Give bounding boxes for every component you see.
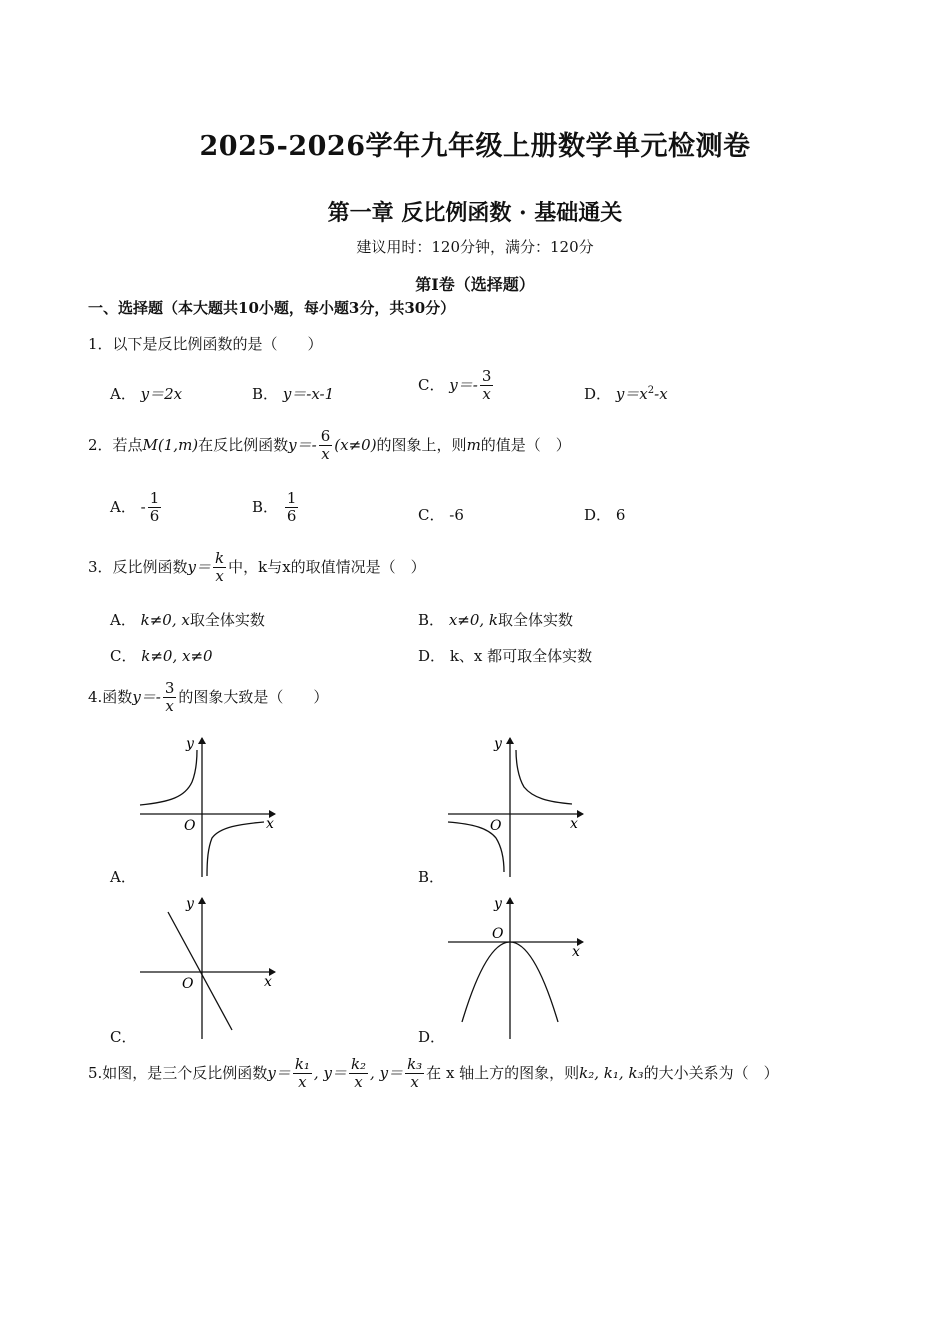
question-3-stem: [88, 550, 426, 586]
q2-pre: 2．若点: [88, 435, 143, 454]
q1-option-a-expr: y＝2x: [140, 385, 183, 403]
q2-option-b-num: 1: [286, 489, 297, 507]
q1-option-d-lhs: y＝x: [615, 385, 648, 403]
q2-fraction: [319, 428, 333, 464]
q1-option-c-fraction: [480, 368, 494, 404]
q1-option-a: [110, 383, 182, 404]
q1-option-b-label: B．: [252, 385, 279, 403]
q4-option-a-label: A．: [110, 868, 136, 886]
q2-mid: 在反比例函数: [198, 435, 289, 454]
q2-option-a-fraction: [148, 490, 162, 526]
q1-option-d-rhs: -x: [654, 385, 668, 403]
q2-option-d-value: 6: [615, 506, 626, 524]
curve-branch-upper-right: [516, 750, 572, 804]
time-score-info: 建议用时：120分钟，满分：120分: [356, 238, 594, 256]
q4-graph-a[interactable]: [130, 732, 290, 880]
q5-f1-fraction: [293, 1056, 312, 1092]
question-4-stem: [88, 680, 328, 716]
x-axis-label: x: [572, 944, 580, 960]
q4-option-b-label: B．: [418, 868, 445, 886]
q5-post: 的大小关系为（ ）: [643, 1063, 779, 1082]
volume-heading: 第Ⅰ卷（选择题）: [415, 275, 535, 294]
q2-den: x: [321, 445, 330, 464]
q5-f1-den: x: [298, 1073, 307, 1092]
origin-label: O: [184, 818, 196, 834]
page-title: 2025-2026学年九年级上册数学单元检测卷: [199, 131, 751, 162]
origin-label: O: [492, 926, 504, 942]
q4-option-d-label: D．: [418, 1028, 446, 1046]
q2-option-c-value: -6: [449, 506, 464, 524]
q3-option-d-label: D．: [418, 647, 446, 665]
q2-option-b-den: 6: [286, 507, 297, 526]
q3-option-c: [110, 645, 213, 666]
q5-f3-num: k₃: [407, 1055, 423, 1073]
q4-lhs: y＝-: [132, 687, 161, 706]
q2-var: m: [466, 435, 481, 454]
y-axis-label: y: [186, 896, 194, 912]
line-through-origin: [168, 912, 232, 1030]
q3-fraction: [213, 550, 226, 586]
section-heading: 一、选择题（本大题共10小题，每小题3分，共30分）: [88, 299, 456, 317]
q1-option-c: [418, 368, 495, 404]
q5-pre: 5.如图，是三个反比例函数: [88, 1063, 268, 1082]
q5-f1-num: k₁: [294, 1055, 310, 1073]
q1-option-b: [252, 383, 334, 404]
q3-num: k: [215, 549, 225, 567]
q1-option-c-label: C．: [418, 375, 445, 394]
q4-pre: 4.函数: [88, 687, 133, 706]
y-axis-label: y: [494, 896, 502, 912]
q2-point: M(1,m): [142, 435, 199, 454]
q5-ks: k₂, k₁, k₃: [579, 1063, 644, 1082]
q2-option-b-label: B．: [252, 497, 279, 516]
q4-graph-c[interactable]: [130, 892, 290, 1042]
q3-option-c-label: C．: [110, 647, 137, 665]
q1-option-b-expr: y＝-x-1: [282, 385, 335, 403]
curve-branch-lower-right: [207, 822, 264, 876]
q5-f3-den: x: [410, 1073, 419, 1092]
q1-option-d: [584, 383, 668, 404]
q3-option-b: [418, 609, 573, 630]
q2-lhs: y＝-: [288, 435, 317, 454]
q2-option-a-sign: -: [140, 497, 146, 516]
q3-option-d-text: k、x 都可取全体实数: [449, 647, 593, 665]
question-5-stem: [88, 1056, 779, 1092]
q4-num: 3: [164, 679, 175, 697]
q5-f3-fraction: [405, 1056, 424, 1092]
q3-option-c-math: k≠0, x≠0: [141, 647, 213, 665]
y-axis-label: y: [494, 736, 502, 752]
chapter-subtitle: 第一章 反比例函数 · 基础通关: [327, 200, 623, 226]
q4-graph-d[interactable]: [438, 892, 598, 1042]
x-axis-label: x: [264, 974, 272, 990]
q2-post1: 的图象上，则: [376, 435, 467, 454]
q4-graph-b[interactable]: [438, 732, 598, 880]
q2-option-c: [418, 504, 464, 525]
q4-option-c-label: C．: [110, 1028, 137, 1046]
q1-option-c-den: x: [482, 385, 491, 404]
curve-branch-upper-left: [140, 750, 197, 805]
q4-fraction: [163, 680, 177, 716]
q4-post: 的图象大致是（ ）: [178, 687, 329, 706]
q3-option-a-label: A．: [110, 611, 136, 629]
q2-num: 6: [320, 427, 331, 445]
q2-option-a-den: 6: [149, 507, 160, 526]
q2-option-b: [252, 490, 300, 526]
q5-f3-lhs: , y＝: [370, 1063, 404, 1082]
q3-option-b-math: x≠0, k: [448, 611, 499, 629]
x-axis-label: x: [570, 816, 578, 832]
q5-f2-fraction: [349, 1056, 368, 1092]
origin-label: O: [182, 976, 194, 992]
q1-option-c-lhs: y＝-: [449, 375, 478, 394]
q1-option-c-num: 3: [481, 367, 492, 385]
q3-option-a-math: k≠0, x: [140, 611, 190, 629]
q5-f2-den: x: [354, 1073, 363, 1092]
x-axis-label: x: [266, 816, 274, 832]
q2-cond: (x≠0): [334, 435, 377, 454]
q3-pre: 3．反比例函数: [88, 557, 188, 576]
q2-option-a-label: A．: [110, 497, 136, 516]
question-1-stem: 1．以下是反比例函数的是（ ）: [88, 335, 323, 353]
q5-f2-num: k₂: [350, 1055, 367, 1073]
q5-mid: 在 x 轴上方的图象，则: [426, 1063, 580, 1082]
q3-option-a: [110, 609, 265, 630]
q3-option-b-text: 取全体实数: [498, 611, 574, 629]
q3-den: x: [215, 567, 224, 586]
q2-post2: 的值是（ ）: [480, 435, 571, 454]
q2-option-a: [110, 490, 163, 526]
q2-option-d-label: D．: [584, 506, 612, 524]
q1-option-a-label: A．: [110, 385, 136, 403]
q5-f1-lhs: y＝: [267, 1063, 291, 1082]
q1-option-d-label: D．: [584, 385, 612, 403]
y-axis-label: y: [186, 736, 194, 752]
q2-option-a-num: 1: [149, 489, 160, 507]
question-2-stem: [88, 428, 571, 464]
q5-f2-lhs: , y＝: [313, 1063, 347, 1082]
q3-post: 中，k与x的取值情况是（ ）: [228, 557, 426, 576]
q2-option-c-label: C．: [418, 506, 445, 524]
q2-option-b-fraction: [285, 490, 299, 526]
origin-label: O: [490, 818, 502, 834]
q4-den: x: [165, 697, 174, 716]
q3-lhs: y＝: [187, 557, 212, 576]
q3-option-d: [418, 645, 592, 666]
q3-option-b-label: B．: [418, 611, 445, 629]
q2-option-d: [584, 504, 625, 525]
q3-option-a-text: 取全体实数: [189, 611, 265, 629]
q1-option-d-sup: 2: [647, 385, 655, 396]
